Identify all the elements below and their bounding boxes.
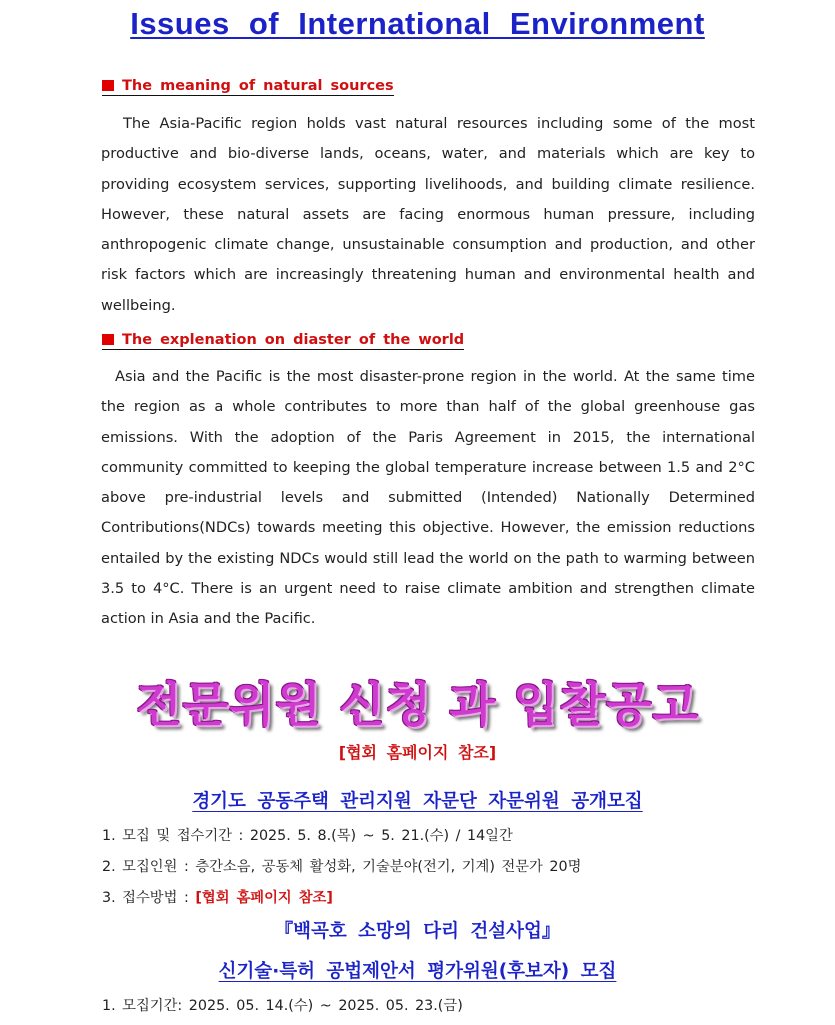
notice2-item-period: 1. 모집기간: 2025. 05. 14.(수) ~ 2025. 05. 23.(금) <box>102 998 463 1014</box>
notice1-title: 경기도 공동주택 관리지원 자문단 자문위원 공개모집 <box>192 791 643 812</box>
homepage-reference-note: [협회 홈페이지 참조] <box>338 743 497 762</box>
notice1-item-recruits: 2. 모집인원 : 층간소음, 공동체 활성화, 기술분야(전기, 기계) 전문가 20명 <box>102 859 582 875</box>
page-title: Issues of International Environment <box>130 6 705 41</box>
section-heading-disaster: The explenation on diaster of the world <box>102 332 464 350</box>
notice1-method-value: [협회 홈페이지 참조] <box>195 890 333 906</box>
red-square-bullet-icon <box>102 80 114 91</box>
notice1-item-method: 3. 접수방법 : [협회 홈페이지 참조] <box>102 890 333 906</box>
section-body-disaster: Asia and the Pacific is the most disaster-prone region in the world. At the same time the region as a whole contributes to more than half of the global greenhouse gas emissions. With the adoption of the Paris Agreement in 2015, the international community committed to keeping the global temperature increase between 1.5 and 2°C above pre-industrial levels and submitted (Intended) Nationally Determined Contributions(NDCs) towards meeting this objective. However, the emission reductions entailed by the existing NDCs would still lead the world on the path to warming between 3.5 to 4°C. There is an urgent need to raise climate ambition and strengthen climate action in Asia and the Pacific. <box>101 368 755 628</box>
notice1-item-period: 1. 모집 및 접수기간 : 2025. 5. 8.(목) ~ 5. 21.(수) / 14일간 <box>102 828 513 844</box>
section-heading-natural-sources: The meaning of natural sources <box>102 78 394 96</box>
notice2-title-line1: 『백곡호 소망의 다리 건설사업』 <box>274 921 561 942</box>
red-square-bullet-icon <box>102 334 114 345</box>
announcement-banner: 전문위원 신청 과 입찰공고 <box>136 678 699 733</box>
notice2-title-line2: 신기술·특허 공법제안서 평가위원(후보자) 모집 <box>218 961 617 982</box>
section-body-natural-sources: The Asia-Pacific region holds vast natural resources including some of the most productive and bio-diverse lands, oceans, water, and materials which are key to providing ecosystem services, supporting livelihoods, and building climate resilience. However, these natural assets are facing enormous human pressure, including anthropogenic climate change, unsustainable consumption and production, and other risk factors which are increasingly threatening human and environmental health and wellbeing. <box>101 115 755 314</box>
